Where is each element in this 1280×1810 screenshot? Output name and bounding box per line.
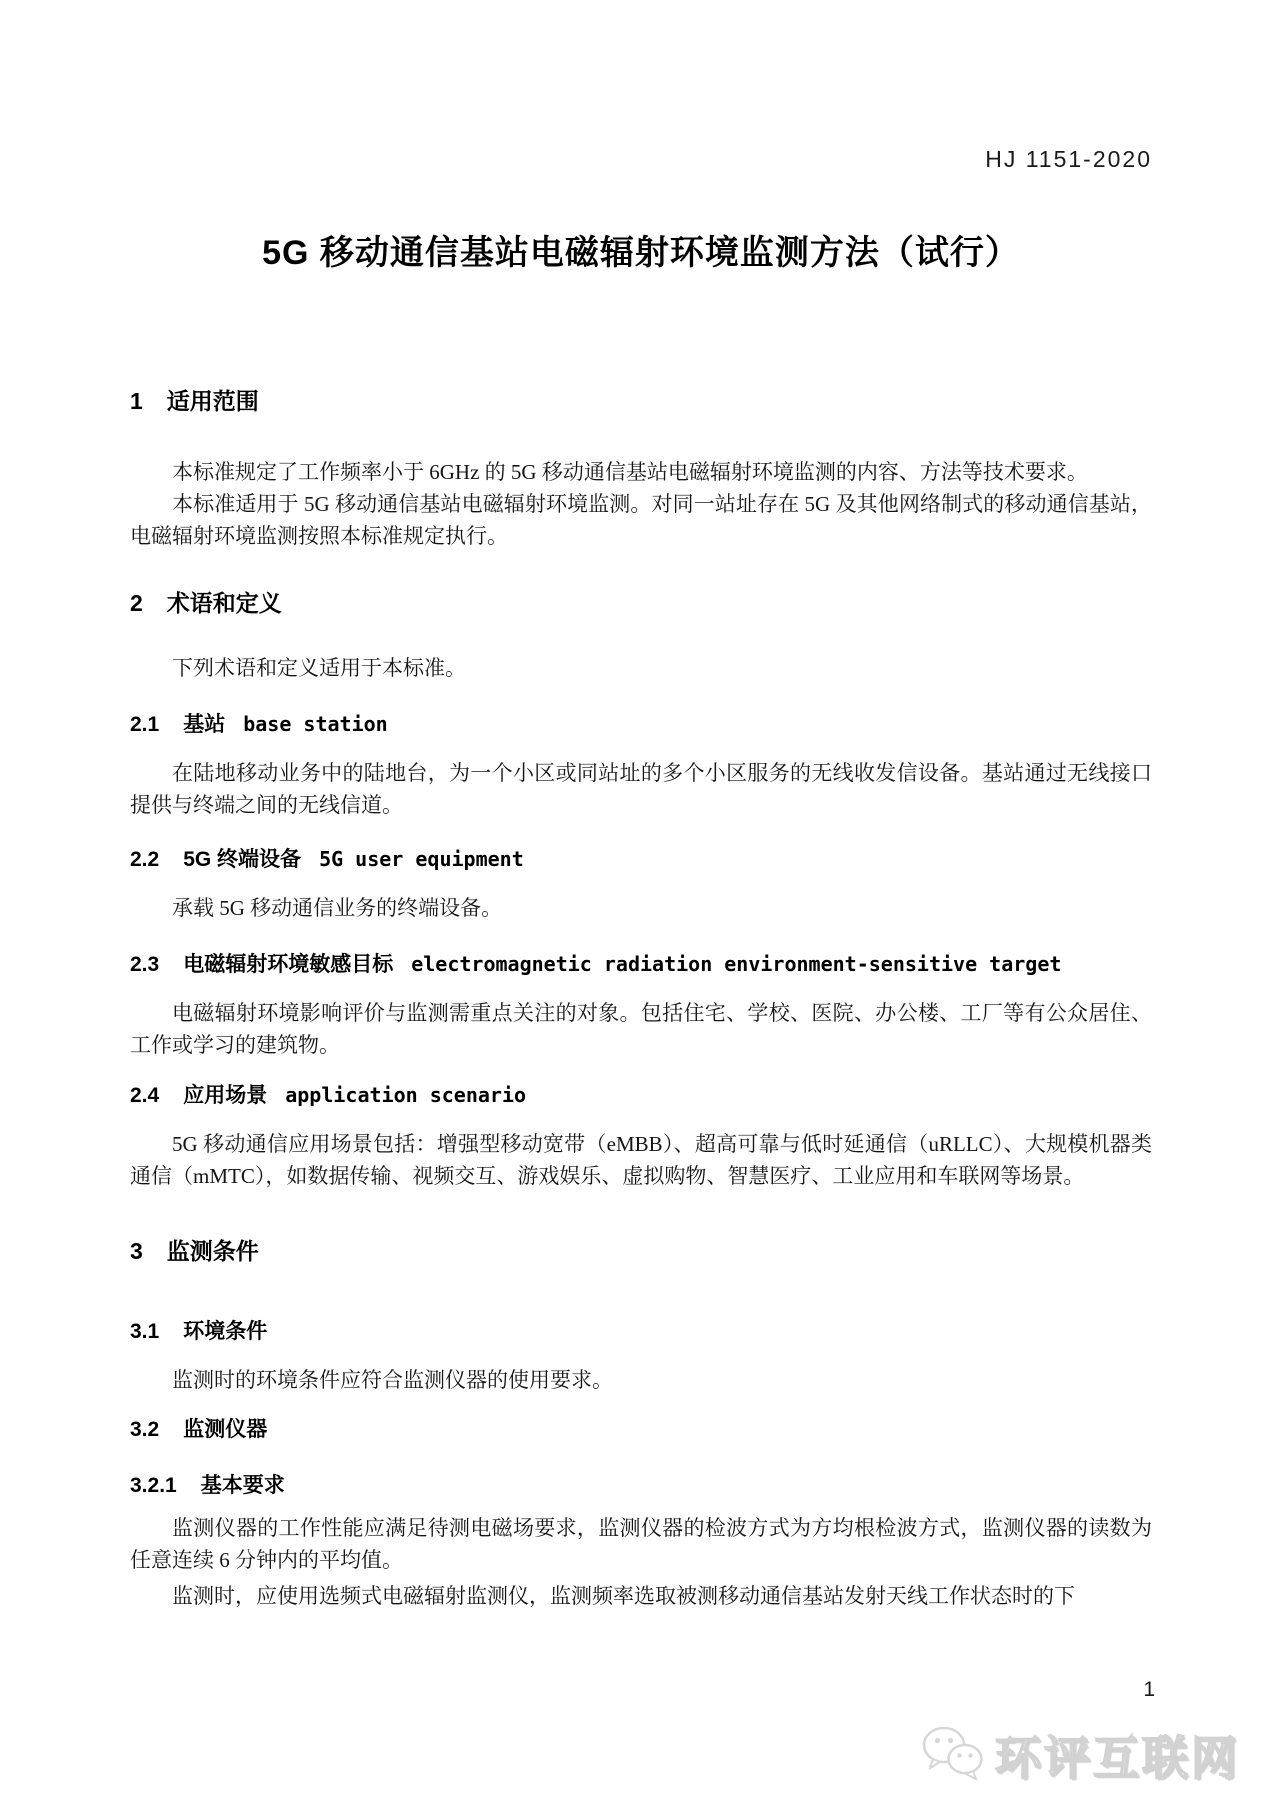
para-application-def: 5G 移动通信应用场景包括：增强型移动宽带（eMBB）、超高可靠与低时延通信（uRLLC）、大规模机器类通信（mMTC），如数据传输、视频交互、游戏娱乐、虚拟购物、智慧医疗、工业应用和车联网等场景。 — [130, 1132, 1152, 1188]
section-2-1-heading — [130, 710, 1152, 739]
term-zh: 应用场景 — [183, 1084, 268, 1107]
para-scope-1: 本标准规定了工作频率小于 6GHz 的 5G 移动通信基站电磁辐射环境监测的内容、方法等技术要求。 — [172, 460, 1088, 484]
section-3-heading — [130, 1236, 1152, 1266]
subsection-number: 3.2 — [130, 1418, 160, 1441]
para-basic-req-2: 监测时，应使用选频式电磁辐射监测仪，监测频率选取被测移动通信基站发射天线工作状态时的下 — [172, 1584, 1075, 1608]
term-number: 2.2 — [130, 848, 160, 871]
section-1-heading — [130, 386, 1152, 416]
section-3-1-heading — [130, 1318, 1152, 1346]
para-env-condition: 监测时的环境条件应符合监测仪器的使用要求。 — [172, 1368, 613, 1392]
term-number: 2.3 — [130, 953, 160, 976]
watermark-text: 环评互联网 — [995, 1732, 1240, 1784]
wechat-icon — [921, 1724, 985, 1787]
para-base-station-def: 在陆地移动业务中的陆地台，为一个小区或同站址的多个小区服务的无线收发信设备。基站通过无线接口提供与终端之间的无线信道。 — [130, 761, 1152, 817]
section-label: 监测条件 — [166, 1238, 259, 1264]
term-en: base station — [243, 712, 388, 736]
subsection-label: 环境条件 — [183, 1320, 268, 1343]
section-number: 2 — [130, 590, 143, 616]
para-sensitive-target-def: 电磁辐射环境影响评价与监测需重点关注的对象。包括住宅、学校、医院、办公楼、工厂等有公众居住、工作或学习的建筑物。 — [130, 1001, 1152, 1057]
para-terms-intro: 下列术语和定义适用于本标准。 — [172, 656, 466, 680]
section-label: 适用范围 — [166, 388, 259, 414]
section-3-2-1-heading — [130, 1472, 1152, 1500]
section-label: 术语和定义 — [166, 590, 282, 616]
text-column — [130, 0, 1152, 1612]
term-en: electromagnetic radiation environment-sensitive target — [411, 952, 1062, 976]
subsection-number: 3.2.1 — [130, 1474, 177, 1497]
page-number: 1 — [1143, 1678, 1155, 1701]
watermark — [921, 1722, 1240, 1788]
subsection-label: 监测仪器 — [183, 1418, 268, 1441]
standard-code: HJ 1151-2020 — [985, 146, 1152, 172]
para-basic-req-1: 监测仪器的工作性能应满足待测电磁场要求，监测仪器的检波方式为方均根检波方式，监测仪器的读数为任意连续 6 分钟内的平均值。 — [130, 1516, 1152, 1572]
document-title: 5G 移动通信基站电磁辐射环境监测方法（试行） — [262, 234, 1020, 272]
term-en: application scenario — [285, 1083, 527, 1107]
section-3-2-heading — [130, 1416, 1152, 1444]
section-2-heading — [130, 588, 1152, 618]
term-number: 2.4 — [130, 1084, 160, 1107]
para-scope-2: 本标准适用于 5G 移动通信基站电磁辐射环境监测。对同一站址存在 5G 及其他网络制式的移动通信基站，电磁辐射环境监测按照本标准规定执行。 — [130, 492, 1152, 548]
term-number: 2.1 — [130, 713, 160, 736]
section-2-3-heading — [130, 950, 1152, 979]
para-user-equipment-def: 承载 5G 移动通信业务的终端设备。 — [172, 896, 503, 920]
section-2-4-heading — [130, 1081, 1152, 1110]
subsection-label: 基本要求 — [200, 1474, 285, 1497]
term-zh: 5G 终端设备 — [183, 848, 302, 871]
term-zh: 基站 — [183, 713, 226, 736]
section-number: 3 — [130, 1238, 143, 1264]
term-en: 5G user equipment — [319, 847, 524, 871]
section-2-2-heading — [130, 845, 1152, 874]
section-number: 1 — [130, 388, 143, 414]
term-zh: 电磁辐射环境敏感目标 — [183, 953, 394, 976]
subsection-number: 3.1 — [130, 1320, 160, 1343]
